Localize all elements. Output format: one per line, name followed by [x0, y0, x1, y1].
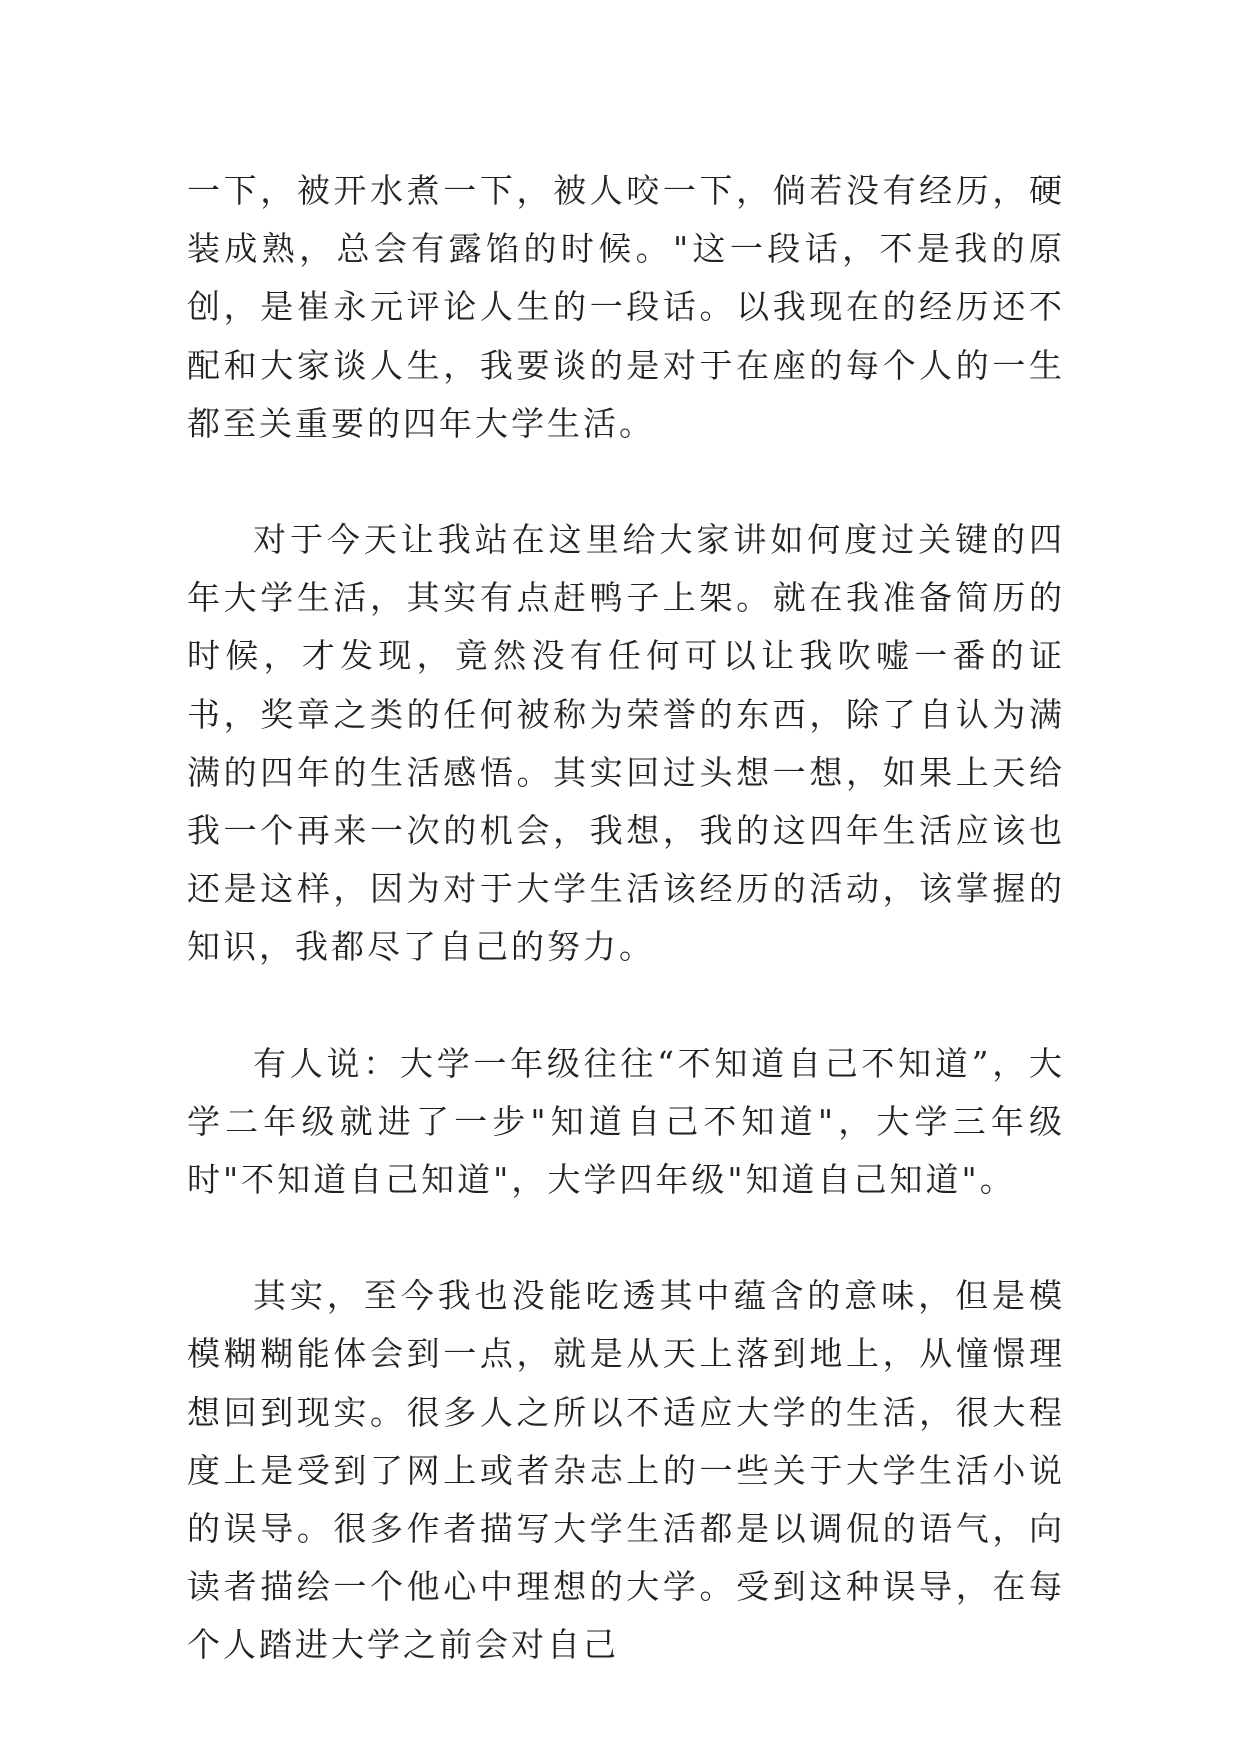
paragraph: 有人说：大学一年级往往“不知道自己不知道”，大学二年级就进了一步"知道自己不知道"，大学三年级时"不知道自己知道"，大学四年级"知道自己知道"。 — [187, 1043, 1065, 1200]
paragraph-spacer — [187, 453, 1065, 511]
paragraph: 对于今天让我站在这里给大家讲如何度过关键的四年大学生活，其实有点赶鸭子上架。就在我准备简历的时候，才发现，竟然没有任何可以让我吹嘘一番的证书，奖章之类的任何被称为荣誉的东西，除了自认为满满的四年的生活感悟。其实回过头想一想，如果上天给我一个再来一次的机会，我想，我的这四年生活应该也还是这样，因为对于大学生活该经历的活动，该掌握的知识，我都尽了自己的努力。 — [187, 520, 1065, 967]
document-body — [187, 162, 1065, 1675]
paragraph-spacer — [187, 977, 1065, 1035]
paragraph: 其实，至今我也没能吃透其中蕴含的意味，但是模模糊糊能体会到一点，就是从天上落到地上，从憧憬理想回到现实。很多人之所以不适应大学的生活，很大程度上是受到了网上或者杂志上的一些关于大学生活小说的误导。很多作者描写大学生活都是以调侃的语气，向读者描绘一个他心中理想的大学。受到这种误导，在每个人踏进大学之前会对自己 — [187, 1276, 1065, 1665]
paragraph-spacer — [187, 1209, 1065, 1267]
paragraph: 一下，被开水煮一下，被人咬一下，倘若没有经历，硬装成熟，总会有露馅的时候。"这一段话，不是我的原创，是崔永元评论人生的一段话。以我现在的经历还不配和大家谈人生，我要谈的是对于在座的每个人的一生都至关重要的四年大学生活。 — [187, 171, 1065, 443]
